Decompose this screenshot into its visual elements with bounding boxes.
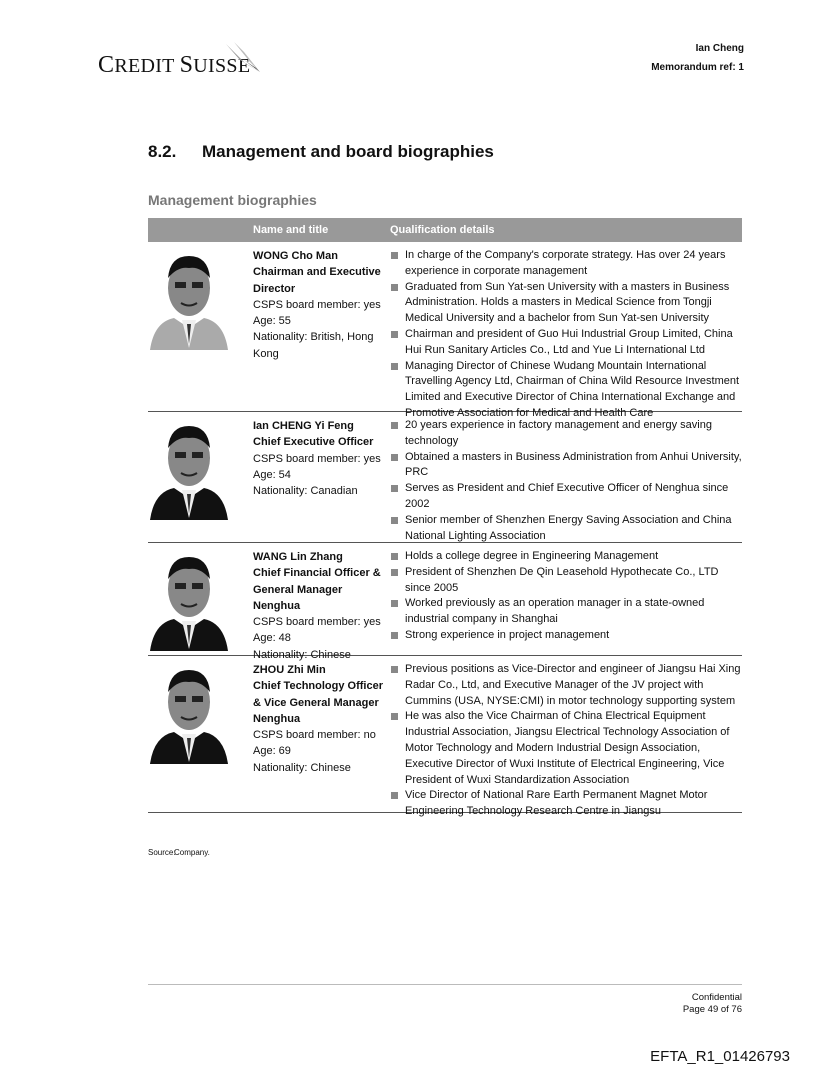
qualification-item: Obtained a masters in Business Administration from Anhui University, PRC (390, 450, 742, 482)
source-value: Company. (174, 848, 210, 857)
table-row (148, 242, 742, 419)
memo-ref: Memorandum ref: 1 (651, 62, 744, 73)
person-title: Chief Technology Officer & Vice General Manager Nenghua (253, 680, 383, 725)
sail-logo-icon (226, 42, 260, 76)
qualification-item: Vice Director of National Rare Earth Permanent Magnet Motor Engineering Technology Research Centre in Jiangsu (390, 788, 742, 820)
portrait-photo (148, 549, 253, 655)
author-name: Ian Cheng (695, 43, 744, 54)
board-member: CSPS board member: yes (253, 298, 381, 311)
board-member: CSPS board member: no (253, 729, 376, 742)
confidential-label: Confidential (691, 992, 742, 1003)
person-title: Chief Executive Officer (253, 436, 374, 449)
qualification-list (390, 662, 742, 818)
table-header (148, 218, 742, 242)
biographies-table (148, 218, 742, 818)
qualification-item: Graduated from Sun Yat-sen University with a masters in Business Administration. Holds a masters in Medical Science from Tongji Medical University and a bachelor from Sun Yat-sen University (390, 280, 742, 327)
section-title-text: Management and board biographies (202, 142, 494, 161)
qualification-item: Worked previously as an operation manager in a state-owned industrial company in Shanghai (390, 596, 742, 628)
column-header-name: Name and title (253, 224, 329, 236)
qualification-item: Senior member of Shenzhen Energy Saving Association and China National Lighting Association (390, 513, 742, 545)
nationality: Nationality: British, Hong Kong (253, 331, 374, 360)
nationality: Nationality: Chinese (253, 648, 351, 661)
board-member: CSPS board member: yes (253, 616, 381, 629)
qualification-list (390, 418, 742, 542)
qualification-item: Holds a college degree in Engineering Management (390, 549, 742, 565)
qualification-item: Strong experience in project management (390, 628, 742, 644)
portrait-photo (148, 248, 253, 411)
person-title: Chairman and Executive Director (253, 266, 381, 295)
person-name: ZHOU Zhi Min (253, 664, 326, 676)
person-name: WONG Cho Man (253, 250, 338, 262)
board-member: CSPS board member: yes (253, 452, 381, 465)
qualification-item: He was also the Vice Chairman of China Electrical Equipment Industrial Association, Jiangsu Electrical Technology Association of Motor Technology and Modern Industrial Design Association, Executive Director of Wuxi Institute of Electrical Engineering, Vice President of Wuxi Standardization Association (390, 709, 742, 788)
credit-suisse-logo: CREDIT SUISSE (98, 52, 251, 78)
qualification-item: Previous positions as Vice-Director and engineer of Jiangsu Hai Xing Radar Co., Ltd, and Executive Manager of the JV project with Cummins (USA, NYSE:CMI) in motor technology supporting system (390, 662, 742, 709)
page-number: Page 49 of 76 (682, 1004, 742, 1015)
person-title: Chief Financial Officer & General Manager Nenghua (253, 567, 381, 612)
table-row (148, 543, 742, 661)
person-name: Ian CHENG Yi Feng (253, 420, 354, 432)
section-number: 8.2. (148, 142, 177, 161)
source-label: Source: (148, 848, 176, 857)
nationality: Nationality: Canadian (253, 485, 358, 498)
person-info (253, 248, 390, 411)
section-title (148, 142, 494, 162)
age: Age: 55 (253, 315, 291, 328)
qualification-list (390, 549, 742, 655)
footer-divider (148, 984, 742, 985)
qualification-item: Serves as President and Chief Executive Officer of Nenghua since 2002 (390, 481, 742, 513)
qualification-item: 20 years experience in factory management and energy saving technology (390, 418, 742, 450)
qualification-item: Chairman and president of Guo Hui Industrial Group Limited, China Hui Run Sanitary Articles Co., Ltd and Yue Li International Ltd (390, 327, 742, 359)
qualification-item: President of Shenzhen De Qin Leasehold Hypothecate Co., LTD since 2005 (390, 565, 742, 597)
table-row (148, 656, 742, 818)
age: Age: 69 (253, 745, 291, 758)
portrait-photo (148, 418, 253, 542)
column-header-qualifications: Qualification details (390, 224, 495, 236)
document-id: EFTA_R1_01426793 (650, 1048, 790, 1065)
age: Age: 54 (253, 468, 291, 481)
table-row (148, 412, 742, 543)
source-note (148, 848, 210, 857)
person-name: WANG Lin Zhang (253, 551, 343, 563)
qualification-item: Managing Director of Chinese Wudang Mountain International Travelling Agency Ltd, Chairman of China Wild Resource Investment Limited and Executive Director of China International Exchange and Promotive Association for Medical and Health Care (390, 359, 742, 422)
portrait-photo (148, 662, 253, 812)
age: Age: 48 (253, 632, 291, 645)
qualification-list (390, 248, 742, 419)
qualification-item: In charge of the Company's corporate strategy. Has over 24 years experience in corporate management (390, 248, 742, 280)
nationality: Nationality: Chinese (253, 761, 351, 774)
person-info (253, 549, 390, 661)
person-info (253, 418, 390, 542)
subsection-title: Management biographies (148, 192, 317, 208)
person-info (253, 662, 390, 812)
